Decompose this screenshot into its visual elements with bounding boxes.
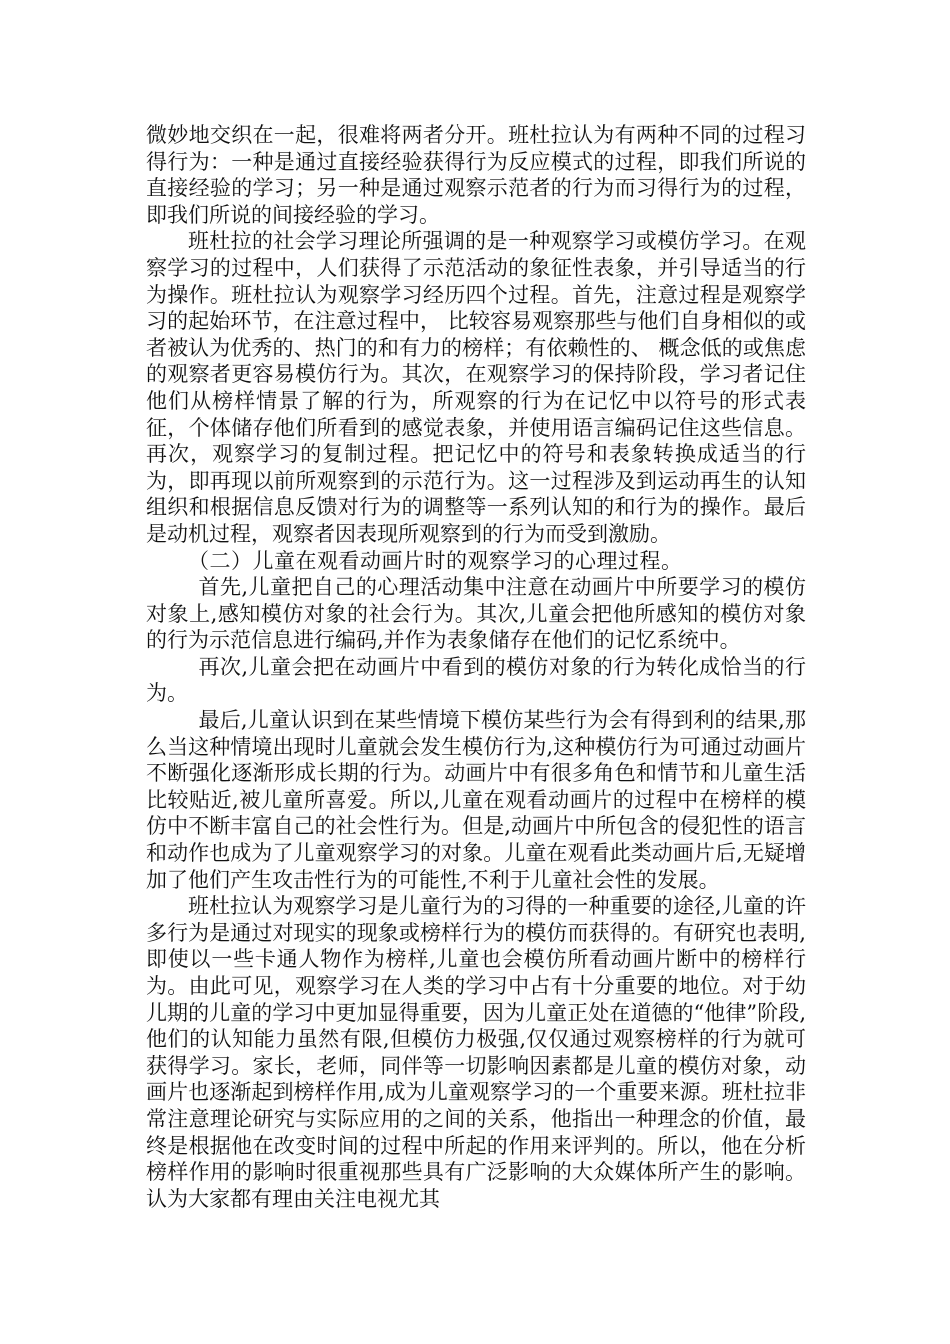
document-body	[146, 122, 806, 1212]
paragraph-bandura-conclusion: 班杜拉认为观察学习是儿童行为的习得的一种重要的途径,儿童的许多行为是通过对现实的现象或榜样行为的模仿而获得的。有研究也表明,即使以一些卡通人物作为榜样,儿童也会模仿所看动画片断中的榜样行为。由此可见，观察学习在人类的学习中占有十分重要的地位。对于幼儿期的儿童的学习中更加显得重要，因为儿童正处在道德的“他律”阶段,他们的认知能力虽然有限,但模仿力极强,仅仅通过观察榜样的行为就可获得学习。家长，老师，同伴等一切影响因素都是儿童的模仿对象，动画片也逐渐起到榜样作用,成为儿童观察学习的一个重要来源。班杜拉非常注意理论研究与实际应用的之间的关系，他指出一种理念的价值，最终是根据他在改变时间的过程中所起的作用来评判的。所以，他在分析榜样作用的影响时很重视那些具有广泛影响的大众媒体所产生的影响。认为大家都有理由关注电视尤其	[146, 894, 806, 1211]
paragraph-first-step: 首先,儿童把自己的心理活动集中注意在动画片中所要学习的模仿对象上,感知模仿对象的社会行为。其次,儿童会把他所感知的模仿对象的行为示范信息进行编码,并作为表象储存在他们的记忆系统中。	[146, 575, 806, 653]
paragraph-continuation: 微妙地交织在一起，很难将两者分开。班杜拉认为有两种不同的过程习得行为：一种是通过直接经验获得行为反应模式的过程，即我们所说的直接经验的学习；另一种是通过观察示范者的行为而习得行为的过程，即我们所说的间接经验的学习。	[146, 123, 806, 227]
paragraph-observational-learning: 班杜拉的社会学习理论所强调的是一种观察学习或模仿学习。在观察学习的过程中，人们获得了示范活动的象征性表象，并引导适当的行为操作。班杜拉认为观察学习经历四个过程。首先，注意过程是观察学习的起始环节，在注意过程中， 比较容易观察那些与他们自身相似的或者被认为优秀的、热门的和有力的榜样；有依赖性的、 概念低的或焦虑的观察者更容易模仿行为。其次，在观察学习的保持阶段，学习者记住他们从榜样情景了解的行为，所观察的行为在记忆中以符号的形式表征，个体储存他们所看到的感觉表象，并使用语言编码记住这些信息。再次，观察学习的复制过程。把记忆中的符号和表象转换成适当的行为，即再现以前所观察到的示范行为。这一过程涉及到运动再生的认知组织和根据信息反馈对行为的调整等一系列认知的和行为的操作。最后是动机过程，观察者因表现所观察到的行为而受到激励。	[146, 229, 806, 546]
paragraph-second-step: 再次,儿童会把在动画片中看到的模仿对象的行为转化成恰当的行为。	[146, 654, 806, 706]
paragraph-final-step: 最后,儿童认识到在某些情境下模仿某些行为会有得到利的结果,那么当这种情境出现时儿童就会发生模仿行为,这种模仿行为可通过动画片不断强化逐渐形成长期的行为。动画片中有很多角色和情节和儿童生活比较贴近,被儿童所喜爱。所以,儿童在观看动画片的过程中在榜样的模仿中不断丰富自己的社会性行为。但是,动画片中所包含的侵犯性的语言和动作也成为了儿童观察学习的对象。儿童在观看此类动画片后,无疑增加了他们产生攻击性行为的可能性,不利于儿童社会性的发展。	[146, 708, 806, 892]
section-heading-children-cartoons: （二）儿童在观看动画片时的观察学习的心理过程。	[188, 548, 683, 573]
